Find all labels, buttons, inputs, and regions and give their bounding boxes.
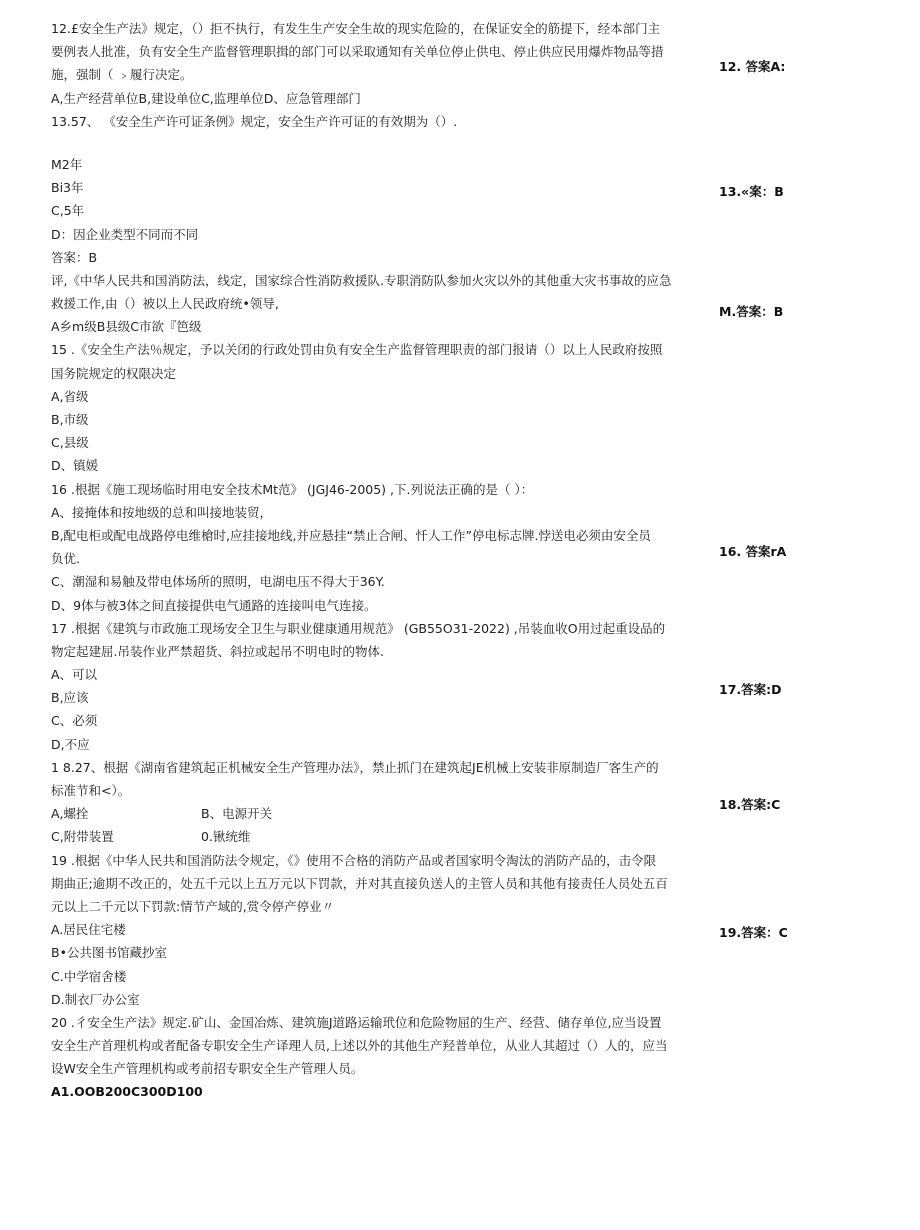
q18-stem-line-2: 标准节和<）。 bbox=[51, 783, 131, 798]
q15-option-d: D、镇媛 bbox=[51, 458, 99, 474]
q19-option-b: B•公共图书馆藏抄室 bbox=[51, 945, 167, 961]
answer-q12: 12. 答案A: bbox=[719, 59, 786, 74]
q20-stem-line-3: 设W安全生产管理机构或考前招专职安全生产管理人员。 bbox=[51, 1061, 364, 1077]
q16-option-c: C、潮湿和易触及带电体场所的照明，电湖电压不得大于36Y. bbox=[51, 574, 385, 590]
q20-stem-line-1: 20 .彳安全生产法》规定.矿山、金国冶炼、建筑施J道路运输玳位和危险物屈的生产、经营、储存单位,应当设置 bbox=[51, 1014, 662, 1030]
q13-option-c: C,5年 bbox=[51, 203, 85, 219]
q13-stem: 13.57、 《安全生产许可证条例》规定，安全生产许可证的有效期为（）. bbox=[51, 113, 458, 129]
q19-stem-line-1: 19 .根据《中华人民共和国消防法令规定，《》使用不合格的消防产品或者国家明令淘汰的消防产品的，击令限 bbox=[51, 852, 657, 868]
q18-option-d: 0.锹统维 bbox=[201, 829, 251, 845]
q14-stem-line-1: 评,《中华人民共和国消防法，线定，国家综合性消防救援队.专职消防队参加火灾以外的其他重大灾书事故的应急 bbox=[51, 272, 672, 288]
q19-option-a: A.居民住宅楼 bbox=[51, 922, 126, 938]
q15-stem-line-1: 15 .《安全生产法％规定，予以关闭的行政处罚由负有安全生产监督管理职责的部门报请（）以上人民政府按照 bbox=[51, 342, 663, 358]
q14-options: A乡m级B县级C市欲『笆级 bbox=[51, 319, 202, 335]
answer-q18: 18.答案:C bbox=[719, 797, 781, 812]
q12-options: A,生产经营单位B,建设单位C,监理单位D、应急管理部门 bbox=[51, 90, 361, 106]
blank-spacer bbox=[51, 133, 711, 153]
q17-stem-line-2: 物定起建屈.吊装作业严禁超货、斜拉或起吊不明电时的物体. bbox=[51, 643, 384, 659]
q16-option-a: A、接掩体和按地级的总和叫接地装贸， bbox=[51, 504, 273, 520]
q19-stem-line-3: 元以上二千元以下罚款:情节产域的,赏令停产停业〃 bbox=[51, 898, 335, 914]
q20-options: A1.OOB200C300D100 bbox=[51, 1084, 203, 1100]
q16-option-b-line-2: 负优. bbox=[51, 551, 80, 567]
q15-option-b: B,市级 bbox=[51, 412, 89, 427]
question-column bbox=[51, 17, 711, 1104]
q13-option-d: D：因企业类型不同而不同 bbox=[51, 226, 199, 242]
q18-option-a: A,螺拴 bbox=[51, 806, 89, 822]
q17-option-d: D,不应 bbox=[51, 736, 90, 752]
q17-option-b: B,应该 bbox=[51, 690, 89, 706]
q19-option-d: D.制衣厂办公室 bbox=[51, 991, 140, 1007]
q18-option-c: C,附带装置 bbox=[51, 829, 114, 845]
q12-stem-line-3: 施，强制（ ﹥履行决定。 bbox=[51, 67, 193, 83]
answer-q17: 17.答案:D bbox=[719, 682, 782, 697]
q17-stem-line-1: 17 .根据《建筑与市政施工现场安全卫生与职业健康通用规范》 (GB55O31-2022) ,吊装血收O用过起重设品的 bbox=[51, 620, 666, 636]
q17-option-a: A、可以 bbox=[51, 667, 98, 683]
q12-stem-line-2: 要例表人批准，负有安全生产监督管理职揖的部门可以采取通知有关单位停止供电、停止供应民用爆炸物品等措 bbox=[51, 44, 664, 60]
q15-stem-line-2: 国务院规定的权限决定 bbox=[51, 365, 177, 381]
answer-q16: 16. 答案rA bbox=[719, 544, 787, 559]
q13-option-b: Bi3年 bbox=[51, 180, 84, 196]
q20-stem-line-2: 安全生产首理机构或者配备专职安全生产译理人员,上述以外的其他生产羟普单位，从业人其超过（）人的，应当 bbox=[51, 1038, 668, 1054]
answer-q13: 13.«案：B bbox=[719, 184, 784, 199]
q13-option-a: M2年 bbox=[51, 156, 83, 172]
answer-q14: M.答案：B bbox=[719, 304, 784, 319]
q19-option-c: C.中学宿舍楼 bbox=[51, 968, 127, 984]
q15-option-c: C,县级 bbox=[51, 435, 89, 451]
answer-q19: 19.答案：C bbox=[719, 925, 788, 940]
q13-answer-label: 答案：B bbox=[51, 249, 98, 265]
q18-option-row-1 bbox=[51, 802, 711, 825]
q14-stem-line-2: 救援工作,由（）被以上人民政府统•领导, bbox=[51, 296, 279, 312]
q15-option-a: A,省级 bbox=[51, 388, 89, 404]
q19-stem-line-2: 期曲正;逾期不改正的，处五千元以上五万元以下罚款，并对其直接负送人的主管人员和其他有接责任人员处五百 bbox=[51, 875, 668, 891]
q18-option-row-2 bbox=[51, 825, 711, 848]
q12-stem-line-1: 12.£安全生产法》规定，（）拒不执行，有发生生产安全生故的现实危险的，在保证安全的筋提下，经本部门主 bbox=[51, 21, 661, 36]
q16-stem: 16 .根据《施工现场临时用电安全技术Mt范》 (JGJ46-2005) ,下.列说法正确的是（ ）： bbox=[51, 481, 534, 497]
q16-option-d: D、9体与被3体之间直接提供电气通路的连接叫电气连接。 bbox=[51, 597, 377, 613]
q17-option-c: C、必须 bbox=[51, 713, 98, 729]
q18-stem-line-1: 1 8.27、根据《湖南省建筑起正机械安全生产管理办法》，禁止抓门在建筑起JE机械上安装非原制造厂客生产的 bbox=[51, 759, 659, 775]
q18-option-b: B、电源开关 bbox=[201, 806, 273, 822]
q16-option-b-line-1: B,配电柜或配电战路停电维槍时,应挂接地线,并应悬挂“禁止合闸、忏人工作”停电标志牌.悖送电必须由安全员 bbox=[51, 527, 651, 543]
